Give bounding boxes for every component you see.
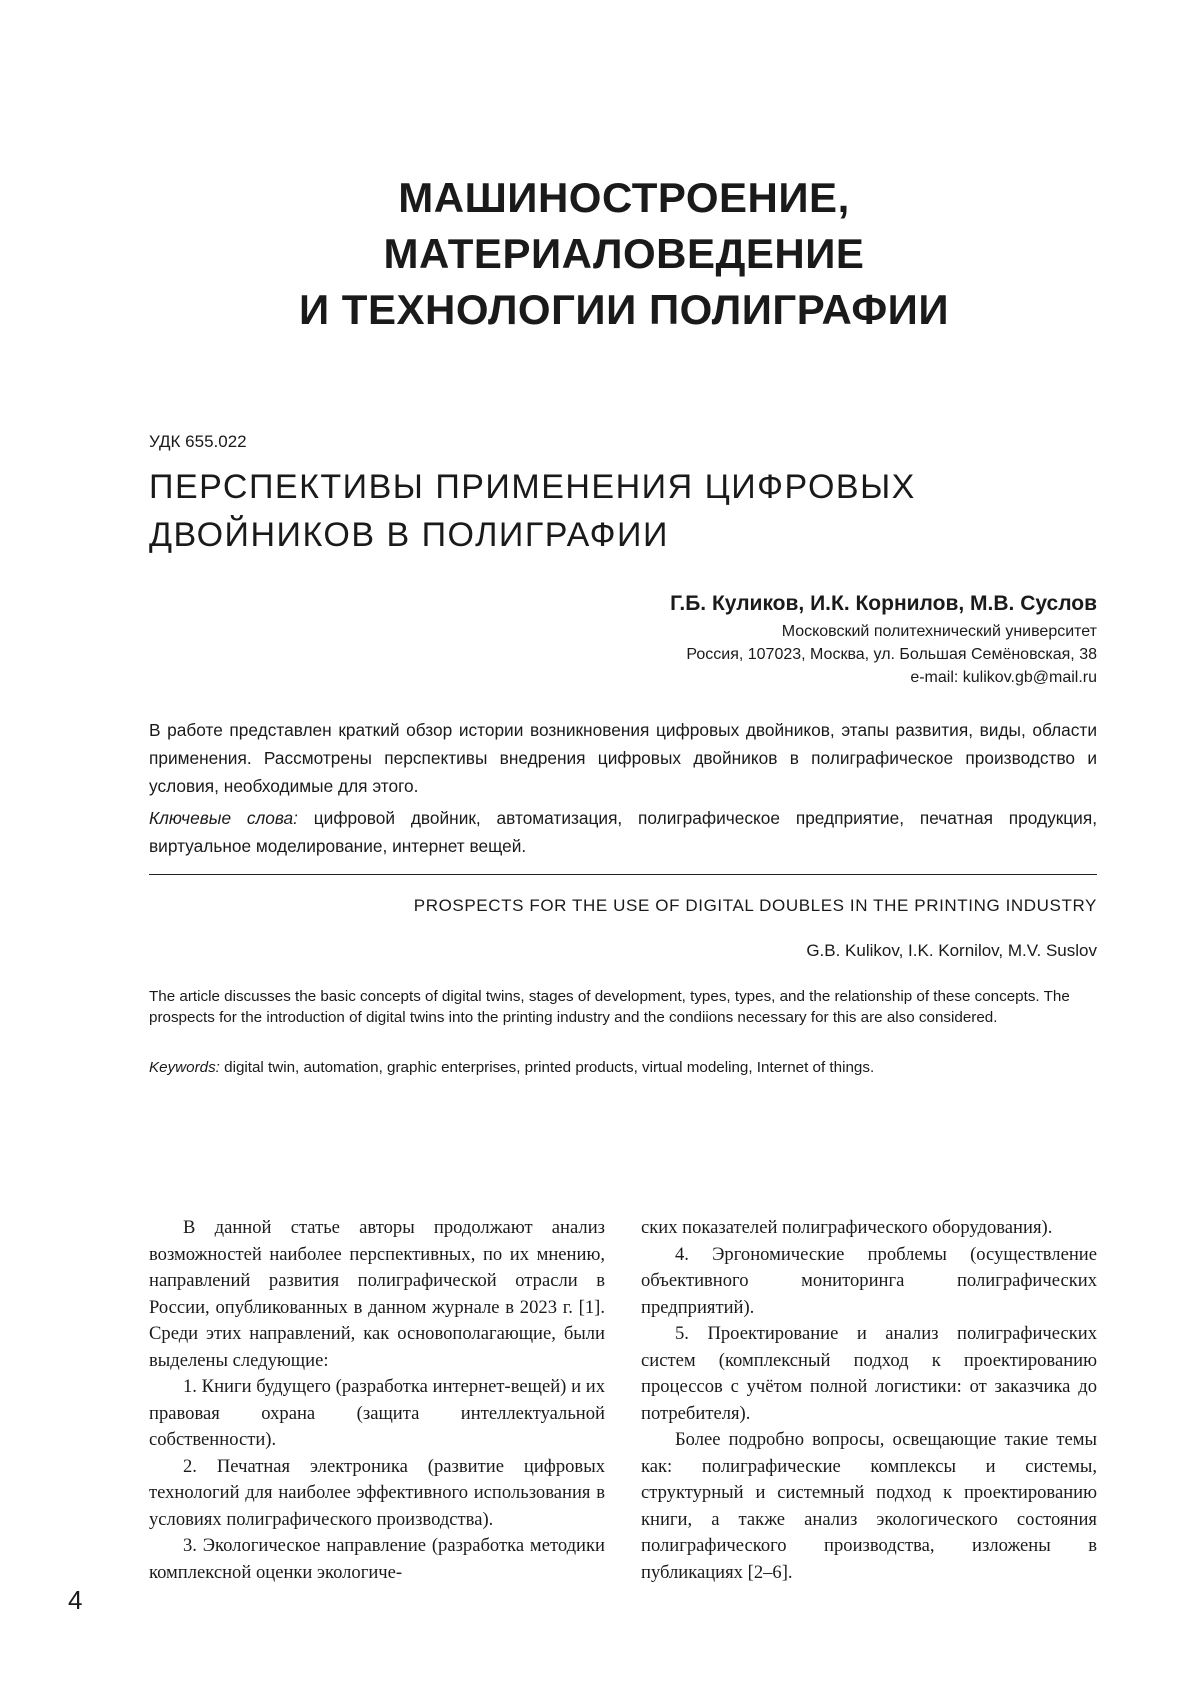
page-number: 4 <box>68 1585 83 1615</box>
divider <box>149 874 1097 875</box>
body-column-right <box>641 1215 1097 1586</box>
article-title-line: ДВОЙНИКОВ В ПОЛИГРАФИИ <box>149 516 669 554</box>
abstract-ru: В работе представлен краткий обзор истории возникновения цифровых двойников, этапы развития, виды, области применения. Рассмотрены перспективы внедрения цифровых двойников в полиграфическое производство и условия, необходимые для этого. <box>149 720 1097 796</box>
body-paragraph: 3. Экологическое направление (разработка методики комплексной оценки экологиче- <box>149 1535 605 1583</box>
section-title-line: МАТЕРИАЛОВЕДЕНИЕ <box>383 230 865 277</box>
body-paragraph: ских показателей полиграфического оборудования). <box>641 1217 1053 1238</box>
affiliation-address: Россия, 107023, Москва, ул. Большая Семёновская, 38 <box>686 646 1097 663</box>
affiliation-email[interactable]: e-mail: kulikov.gb@mail.ru <box>910 669 1097 686</box>
keywords-ru <box>149 804 1097 860</box>
body-paragraph: В данной статье авторы продолжают анализ возможностей наиболее перспективных, по их мнению, направлений развития полиграфической отрасли в России, опубликованных в данном журнале в 2023 г. [1]. Среди этих направлений, как основополагающие, были выделены следующие: <box>149 1217 605 1371</box>
body-paragraph: 4. Эргономические проблемы (осуществление объективного мониторинга полиграфических предприятий). <box>641 1243 1097 1318</box>
authors: Г.Б. Куликов, И.К. Корнилов, М.В. Суслов <box>670 592 1097 615</box>
body-paragraph: Более подробно вопросы, освещающие такие темы как: полиграфические комплексы и системы, структурный и системный подход к проектированию книги, а также анализ экологического состояния полиграфического производства, изложены в публикациях [2–6]. <box>641 1429 1097 1583</box>
authors-block <box>670 590 1097 689</box>
section-title <box>0 170 1200 338</box>
keywords-en-label: Keywords: <box>149 1059 220 1076</box>
body-paragraph: 2. Печатная электроника (развитие цифровых технологий для наиболее эффективного использования в условиях полиграфического производства). <box>149 1455 605 1530</box>
udk-code: УДК 655.022 <box>149 432 247 451</box>
section-title-line: И ТЕХНОЛОГИИ ПОЛИГРАФИИ <box>298 286 950 333</box>
article-title-line: ПЕРСПЕКТИВЫ ПРИМЕНЕНИЯ ЦИФРОВЫХ <box>149 468 916 506</box>
affiliation-university: Московский политехнический университет <box>781 623 1097 640</box>
body-paragraph: 1. Книги будущего (разработка интернет-вещей) и их правовая охрана (защита интеллектуальной собственности). <box>149 1376 605 1450</box>
keywords-en <box>149 1058 1097 1079</box>
keywords-en-text: digital twin, automation, graphic enterprises, printed products, virtual modeling, Internet of things. <box>219 1059 875 1076</box>
article-title <box>149 463 1109 559</box>
body-paragraph: 5. Проектирование и анализ полиграфических систем (комплексный подход к проектированию процессов с учётом полной логистики: от заказчика до потребителя). <box>641 1323 1097 1424</box>
title-en: PROSPECTS FOR THE USE OF DIGITAL DOUBLES IN THE PRINTING INDUSTRY <box>413 896 1097 915</box>
abstract-en: The article discusses the basic concepts of digital twins, stages of development, types, types, and the relationship of these concepts. The prospects for the introduction of digital twins into the printing industry and the condiions necessary for this are also considered. <box>149 988 1070 1026</box>
keywords-ru-text: цифровой двойник, автоматизация, полиграфическое предприятие, печатная продукция, виртуальное моделирование, интернет вещей. <box>149 808 1097 856</box>
section-title-line: МАШИНОСТРОЕНИЕ, <box>398 174 850 221</box>
body-column-left <box>149 1215 605 1586</box>
authors-en: G.B. Kulikov, I.K. Kornilov, M.V. Suslov <box>806 941 1097 960</box>
keywords-ru-label: Ключевые слова: <box>149 808 298 828</box>
